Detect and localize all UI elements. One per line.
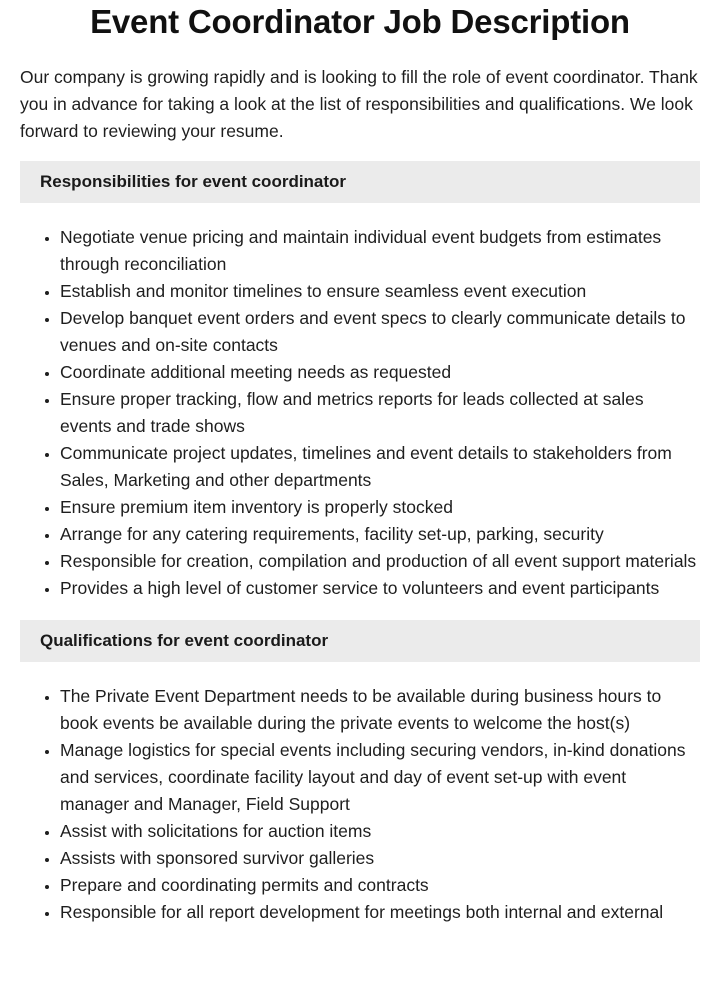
list-item: • Ensure proper tracking, flow and metrics reports for leads collected at sales events and trade shows [60, 386, 700, 440]
list-item: • Assist with solicitations for auction items [60, 818, 700, 845]
page-title: Event Coordinator Job Description [90, 3, 630, 40]
list-item: • Responsible for all report development for meetings both internal and external [60, 899, 700, 926]
list-item: • Arrange for any catering requirements, facility set-up, parking, security [60, 521, 700, 548]
list-item: • Manage logistics for special events including securing vendors, in-kind donations and services, coordinate facility layout and day of event set-up with event manager and Manager, Field Support [60, 737, 700, 818]
list-item: • Communicate project updates, timelines and event details to stakeholders from Sales, Marketing and other departments [60, 440, 700, 494]
list-item: • Negotiate venue pricing and maintain individual event budgets from estimates through reconciliation [60, 224, 700, 278]
list-item: • Provides a high level of customer service to volunteers and event participants [60, 575, 700, 602]
qualifications-list [20, 683, 700, 926]
list-item: • Coordinate additional meeting needs as requested [60, 359, 700, 386]
list-item: • Prepare and coordinating permits and contracts [60, 872, 700, 899]
list-item: • Develop banquet event orders and event specs to clearly communicate details to venues and on-site contacts [60, 305, 700, 359]
responsibilities-heading: Responsibilities for event coordinator [20, 161, 700, 203]
list-item: • Establish and monitor timelines to ensure seamless event execution [60, 278, 700, 305]
qualifications-heading: Qualifications for event coordinator [20, 620, 700, 662]
intro-paragraph: Our company is growing rapidly and is looking to fill the role of event coordinator. Thank you in advance for taking a look at the list of responsibilities and qualifications. We look forward to reviewing your resume. [20, 67, 698, 141]
list-item: • Assists with sponsored survivor galleries [60, 845, 700, 872]
list-item: • Responsible for creation, compilation and production of all event support materials [60, 548, 700, 575]
list-item: • Ensure premium item inventory is properly stocked [60, 494, 700, 521]
responsibilities-list [20, 224, 700, 602]
list-item: • The Private Event Department needs to be available during business hours to book events be available during the private events to welcome the host(s) [60, 683, 700, 737]
